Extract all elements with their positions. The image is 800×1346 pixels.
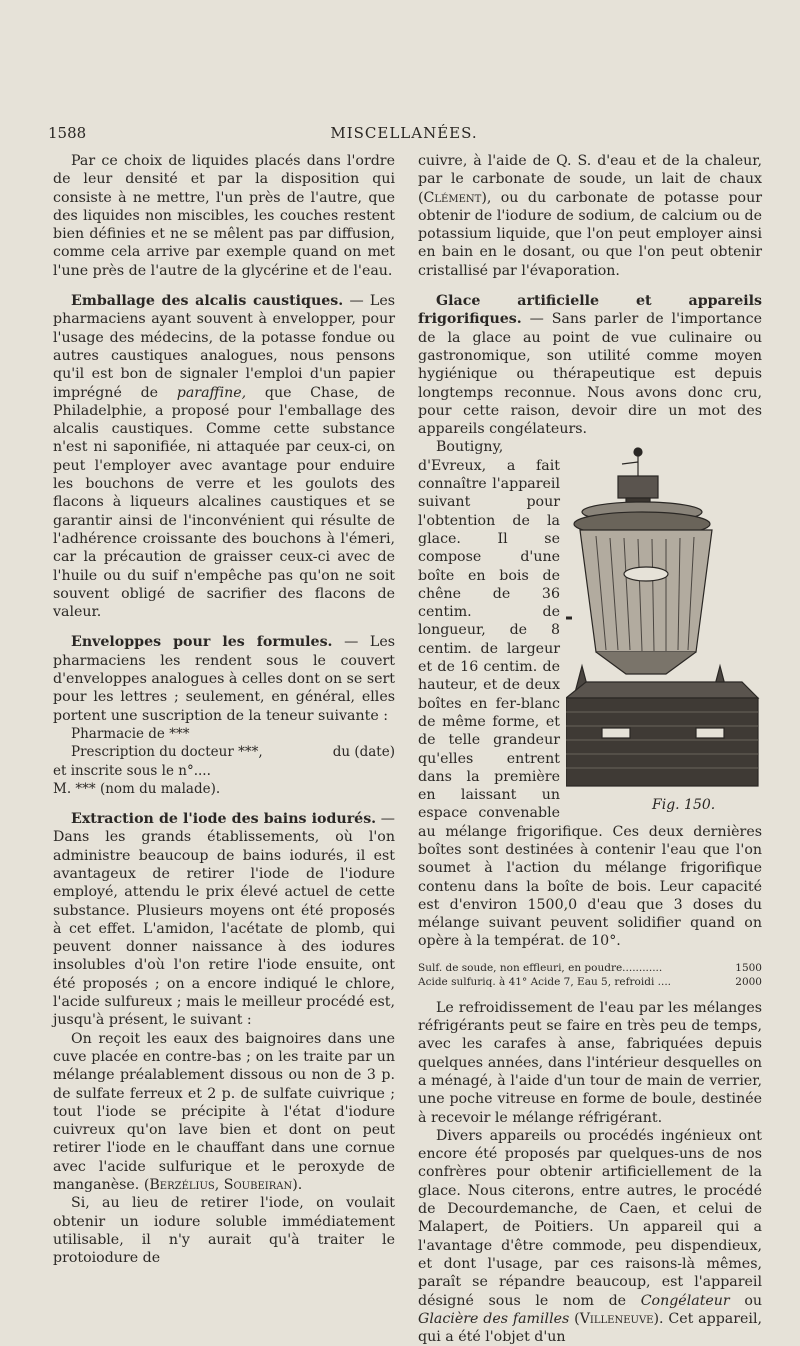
figure-caption: Fig. 150. (652, 797, 716, 814)
right-column (418, 152, 762, 1346)
section-title: Glace artificielle et appareils frigorifiques. (418, 293, 762, 328)
section-title: Enveloppes pour les formules. (71, 634, 333, 651)
appareils-paragraph: Divers appareils ou procédés ingénieux ont encore été proposés par quelques-uns de nos confrères pour obtenir artificiellement de la glace. Nous citerons, entre autres, le procédé de Decourdemanche, de Caen, et celui de Malapert, de Poitiers. Un appareil qui a l'avantage d'être commode, peu dispendieux, et dont l'usage, par ces raisons-là mêmes, paraît se répandre beaucoup, est l'appareil désigné sous le nom de Congélateur ou Glacière des familles (Villeneuve). Cet appareil, qui a été l'objet d'un (418, 1127, 762, 1346)
section-title: Emballage des alcalis caustiques. (71, 293, 344, 310)
recipe-note: Sulf. de soude, non effleuri, en poudre............ 1500 Acide sulfuriq. à 41° Acide 7, Eau 5, refroidi .... 2000 (418, 961, 762, 988)
section-title: Extraction de l'iode des bains iodurés. (71, 811, 377, 828)
freezer-apparatus-illustration (566, 442, 762, 792)
boutigny-paragraph: Boutigny, d'Evreux, a fait connaître l'appareil suivant pour l'obtention de la glace. Il se compose d'une boîte en bois de chêne de 36 centim. de longueur, de 8 centim. de largeur et de 16 centim. de hauteur, et de deux boîtes en fer-blanc de même forme, et de telle grandeur qu'elles entrent dans la première en laissant un espace convenable au mélange frigorifique. Ces deux dernières boîtes sont destinées à contenir l'eau que l'on soumet à l'action du mélange frigorifique contenu dans la boîte de bois. Leur capacité est d'environ 1500,0 d'eau que 3 doses du mélange suivant peuvent solidifier quand on opère à la températ. de 10°. (418, 439, 762, 950)
section-iode: Extraction de l'iode des bains iodurés. — Dans les grands établissements, où l'on administre beaucoup de bains iodurés, il est avantageux de retirer l'iode de l'iodure employé, attendu le prix élevé actuel de cette substance. Plusieurs moyens ont été proposés à cet effet. L'amidon, l'acétate de plomb, qui peuvent donner naissance à des iodures insolubles d'où l'on retire l'iode ensuite, ont été proposés ; on a encore indiqué le chlore, l'acide sulfureux ; mais le meilleur procédé est, jusqu'à présent, le suivant : (53, 811, 395, 1029)
prescription-formula: Pharmacie de *** Prescription du docteur ***, du (date) et inscrite sous le n°.... M. *** (nom du malade). (53, 725, 395, 797)
figure-150 (566, 442, 762, 818)
section-emballage: Emballage des alcalis caustiques. — Les pharmaciens ayant souvent à envelopper, pour l'usage des médecins, de la potasse fondue ou autres caustiques analogues, nous pensons qu'il est bon de signaler l'emploi d'un papier imprégné de paraffine, que Chase, de Philadelphie, a proposé pour l'emballage des alcalis caustiques. Comme cette substance n'est ni saponifiée, ni attaquée par ceux-ci, on peut l'employer avec avantage pour enduire les bouchons de verre et les goulots des flacons à liqueurs alcalines caustiques et se garantir ainsi de l'inconvénient qui résulte de l'adhérence croissante des bouchons à l'émeri, car la précaution de graisser ceux-ci avec de l'huile ou du suif n'empêche pas qu'on ne soit souvent obligé de sacrifier des flacons de valeur. (53, 293, 395, 621)
intro-paragraph: Par ce choix de liquides placés dans l'ordre de leur densité et par la disposition qui consiste à ne mettre, l'un près de l'autre, que des liquides non miscibles, les couches restent bien définies et ne se mêlent pas par diffusion, comme cela arrive par exemple quand on met l'une près de l'autre de la glycérine et de l'eau. (53, 153, 395, 279)
page-number: 1588 (48, 124, 87, 142)
refroidissement-paragraph: Le refroidissement de l'eau par les mélanges réfrigérants peut se faire en très peu de temps, avec les carafes à anse, fabriquées depuis quelques années, dans l'intérieur desquelles on a ménagé, à l'aide d'un tour de main de verrier, une poche vitreuse en forme de boule, destinée à recevoir le mélange réfrigérant. (418, 999, 762, 1126)
running-title: MISCELLANÉES. (330, 124, 478, 142)
section-enveloppes: Enveloppes pour les formules. — Les pharmaciens les rendent sous le couvert d'enveloppes analogues à celles dont on se sert pour les lettres ; seulement, en général, elles portent une suscription de la teneur suivante : (53, 634, 395, 724)
iode-paragraph-3: Si, au lieu de retirer l'iode, on voulait obtenir un iodure soluble immédiatement utilisable, il n'y aurait qu'à traiter le protoiodure de (53, 1195, 395, 1267)
page-header (48, 124, 760, 144)
left-column (53, 152, 395, 1268)
continuation-paragraph: cuivre, à l'aide de Q. S. d'eau et de la chaleur, par le carbonate de soude, un lait de chaux (Clément), ou du carbonate de potasse pour obtenir de l'iodure de sodium, de calcium ou de potassium liquide, que l'on peut employer ainsi en bain en le dosant, ou que l'on peut obtenir cristallisé par l'évaporation. (418, 153, 762, 279)
section-glace: Glace artificielle et appareils frigorifiques. — Sans parler de l'importance de la glace au point de vue culinaire ou gastronomique, son utilité comme moyen hygiénique ou thérapeutique est depuis longtemps reconnue. Nous avons donc cru, pour cette raison, devoir dire un mot des appareils congélateurs. (418, 293, 762, 438)
iode-paragraph-2: On reçoit les eaux des baignoires dans une cuve placée en contre-bas ; on les traite par un mélange préalablement dissous ou non de 3 p. de sulfate ferreux et 2 p. de sulfate cuivrique ; tout l'iode se précipite à l'état d'iodure cuivreux qu'on lave bien et dont on peut retirer l'iode en le chauffant dans une cornue avec l'acide sulfurique et le peroxyde de manganèse. (Berzélius, Soubeiran). (53, 1030, 395, 1194)
